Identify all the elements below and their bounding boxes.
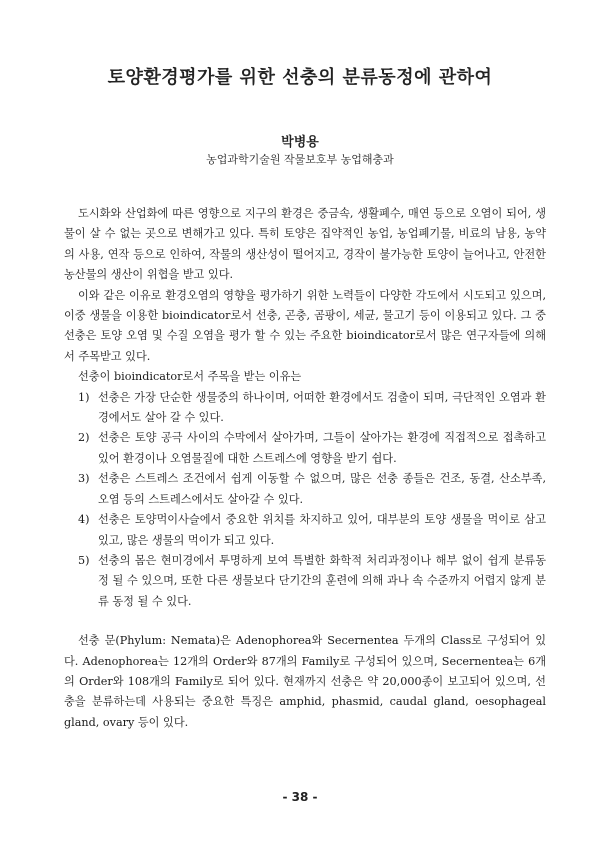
section-gap [64, 612, 546, 631]
paragraph-classification: 선충 문(Phylum: Nemata)은 Adenophorea와 Secernentea 두개의 Class로 구성되어 있다. Adenophorea는 12개의 Order와 87개의 Family로 구성되어 있으며, Secernentea는 6개의 Order와 108개의 Family로 되어 있다. 현재까지 선충은 약 20,000종이 보고되어 있으며, 선충을 분류하는데 사용되는 중요한 특징은 amphid, phasmid, caudal gland, oesophageal gland, ovary 등이 있다. [64, 634, 546, 729]
paragraph-bioindicator: 이와 같은 이유로 환경오염의 영향을 평가하기 위한 노력들이 다양한 각도에서 시도되고 있으며, 이중 생물을 이용한 bioindicator로서 선충, 곤충, 곰팡이, 세균, 물고기 등이 이용되고 있다. 그 중 선충은 토양 오염 및 수질 오염을 평가 할 수 있는 주요한 bioindicator로서 많은 연구자들에 의해서 주목받고 있다. [64, 288, 546, 363]
list-item-number: 3) [78, 472, 90, 486]
body-text [64, 204, 546, 733]
list-item [64, 510, 546, 551]
list-item [64, 469, 546, 510]
page-title: 토양환경평가를 위한 선충의 분류동정에 관하여 [107, 67, 493, 88]
list-item-text: 선충의 몸은 현미경에서 투명하게 보여 특별한 화학적 처리과정이나 해부 없이 쉽게 분류동정 될 수 있으며, 또한 다른 생물보다 단기간의 훈련에 의해 과나 속 수준까지 어렵지 않게 분류 동정 될 수 있다. [98, 553, 546, 608]
author-name: 박병용 [281, 135, 319, 150]
author-affiliation: 농업과학기술원 작물보호부 농업해충과 [206, 153, 394, 166]
list-item-number: 5) [78, 553, 90, 567]
list-item-number: 4) [78, 513, 90, 527]
list-item-number: 2) [78, 431, 90, 445]
list-item-text: 선충은 토양 공극 사이의 수막에서 살아가며, 그들이 살아가는 환경에 직접적으로 접촉하고 있어 환경이나 오염물질에 대한 스트레스에 영향을 받기 쉽다. [98, 431, 546, 465]
page-number: - 38 - [282, 790, 318, 804]
list-item-number: 1) [78, 390, 90, 404]
reasons-list [64, 388, 546, 612]
paragraph-reasons-lead: 선충이 bioindicator로서 주목을 받는 이유는 [78, 370, 302, 384]
paragraph-intro: 도시화와 산업화에 따른 영향으로 지구의 환경은 중금속, 생활폐수, 매연 등으로 오염이 되어, 생물이 살 수 없는 곳으로 변해가고 있다. 특히 토양은 집약적인 농업, 농업폐기물, 비료의 남용, 농약의 사용, 연작 등으로 인하여, 작물의 생산성이 떨어지고, 경작이 불가능한 토양이 늘어나고, 안전한 농산물의 생산이 위협을 받고 있다. [64, 207, 546, 282]
list-item [64, 428, 546, 469]
list-item [64, 551, 546, 612]
list-item-text: 선충은 스트레스 조건에서 쉽게 이동할 수 없으며, 많은 선충 종들은 건조, 동결, 산소부족, 오염 등의 스트레스에서도 살아갈 수 있다. [98, 472, 546, 506]
list-item [64, 388, 546, 429]
list-item-text: 선충은 토양먹이사슬에서 중요한 위치를 차지하고 있어, 대부분의 토양 생물을 먹이로 삼고 있고, 많은 생물의 먹이가 되고 있다. [98, 513, 546, 547]
list-item-text: 선충은 가장 단순한 생물중의 하나이며, 어떠한 환경에서도 검출이 되며, 극단적인 오염과 환경에서도 살아 갈 수 있다. [98, 390, 546, 425]
